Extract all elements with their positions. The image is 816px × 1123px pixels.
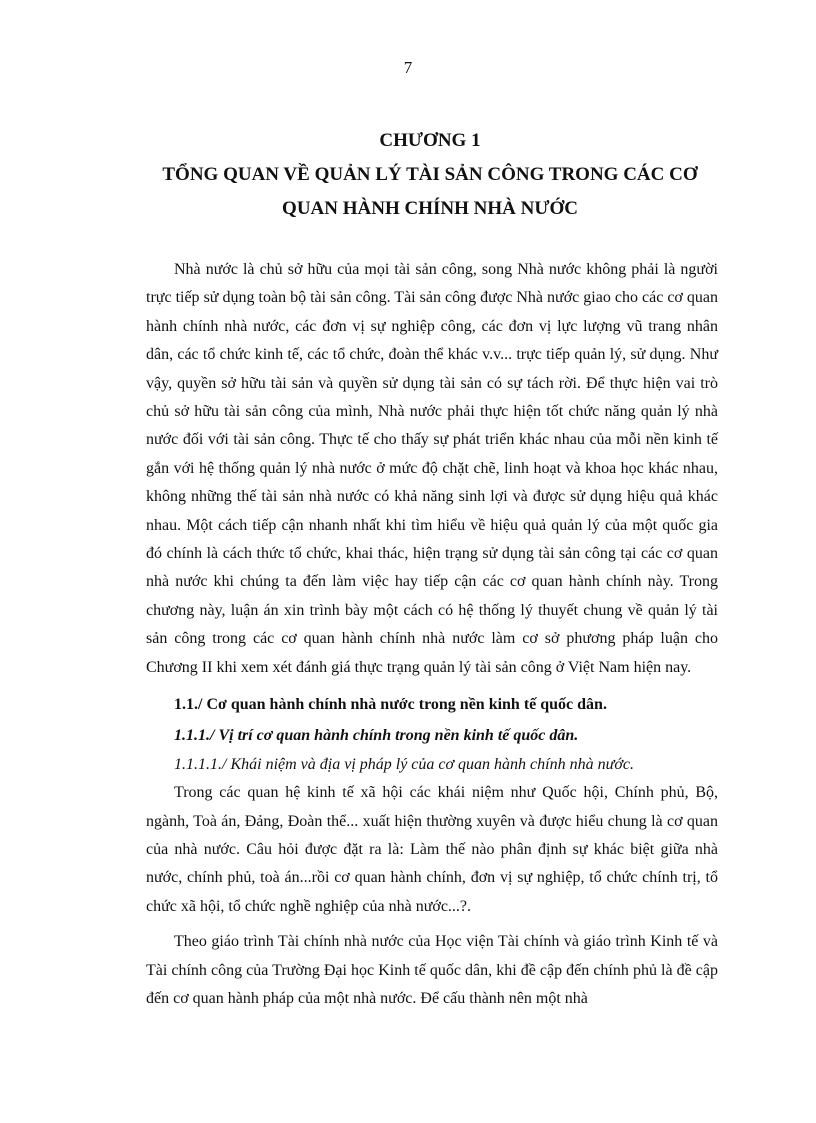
chapter-title-line-2: QUAN HÀNH CHÍNH NHÀ NƯỚC: [282, 198, 578, 219]
chapter-label: CHƯƠNG 1: [379, 130, 481, 151]
body-text: [146, 256, 718, 1013]
section-heading-1-1: 1.1./ Cơ quan hành chính nhà nước trong nền kinh tế quốc dân.: [174, 696, 607, 714]
paragraph-2: Trong các quan hệ kinh tế xã hội các khái niệm như Quốc hội, Chính phủ, Bộ, ngành, Toà án, Đảng, Đoàn thể... xuất hiện thường xuyên và được hiểu chung là cơ quan của nhà nước. Câu hỏi được đặt ra là: Làm thế nào phân định sự khác biệt giữa nhà nước, chính phủ, toà án...rồi cơ quan hành chính, đơn vị sự nghiệp, tổ chức chính trị, tổ chức xã hội, tổ chức nghề nghiệp của nhà nước...?.: [146, 784, 718, 915]
paragraph-3: Theo giáo trình Tài chính nhà nước của Học viện Tài chính và giáo trình Kinh tế và Tài chính công của Trường Đại học Kinh tế quốc dân, khi đề cập đến chính phủ là đề cập đến cơ quan hành pháp của một nhà nước. Để cấu thành nên một nhà: [146, 933, 718, 1007]
section-heading-1-1-1-1: 1.1.1.1./ Khái niệm và địa vị pháp lý của cơ quan hành chính nhà nước.: [174, 756, 634, 774]
page-number: 7: [403, 58, 413, 77]
chapter-heading: [100, 124, 760, 226]
chapter-title-line-1: TỔNG QUAN VỀ QUẢN LÝ TÀI SẢN CÔNG TRONG CÁC CƠ: [162, 164, 698, 185]
intro-paragraph: Nhà nước là chủ sở hữu của mọi tài sản công, song Nhà nước không phải là người trực tiếp sử dụng toàn bộ tài sản công. Tài sản công được Nhà nước giao cho các cơ quan hành chính nhà nước, các đơn vị sự nghiệp công, các đơn vị lực lượng vũ trang nhân dân, các tổ chức kinh tế, các tổ chức, đoàn thể khác v.v... trực tiếp quản lý, sử dụng. Như vậy, quyền sở hữu tài sản và quyền sử dụng tài sản có sự tách rời. Để thực hiện vai trò chủ sở hữu tài sản công của mình, Nhà nước phải thực hiện tốt chức năng quản lý nhà nước đối với tài sản công. Thực tế cho thấy sự phát triển khác nhau của mỗi nền kinh tế gắn với hệ thống quản lý nhà nước ở mức độ chặt chẽ, linh hoạt và khoa học khác nhau, không những thế tài sản nhà nước có khả năng sinh lợi và được sử dụng hiệu quả khác nhau. Một cách tiếp cận nhanh nhất khi tìm hiểu về hiệu quả quản lý của một quốc gia đó chính là cách thức tổ chức, khai thác, hiện trạng sử dụng tài sản công tại các cơ quan nhà nước khi chúng ta đến làm việc hay tiếp cận các cơ quan hành chính này. Trong chương này, luận án xin trình bày một cách có hệ thống lý thuyết chung về quản lý tài sản công trong các cơ quan hành chính nhà nước làm cơ sở phương pháp luận cho Chương II khi xem xét đánh giá thực trạng quản lý tài sản công ở Việt Nam hiện nay.: [146, 261, 718, 676]
section-heading-1-1-1: 1.1.1./ Vị trí cơ quan hành chính trong nền kinh tế quốc dân.: [174, 727, 579, 745]
